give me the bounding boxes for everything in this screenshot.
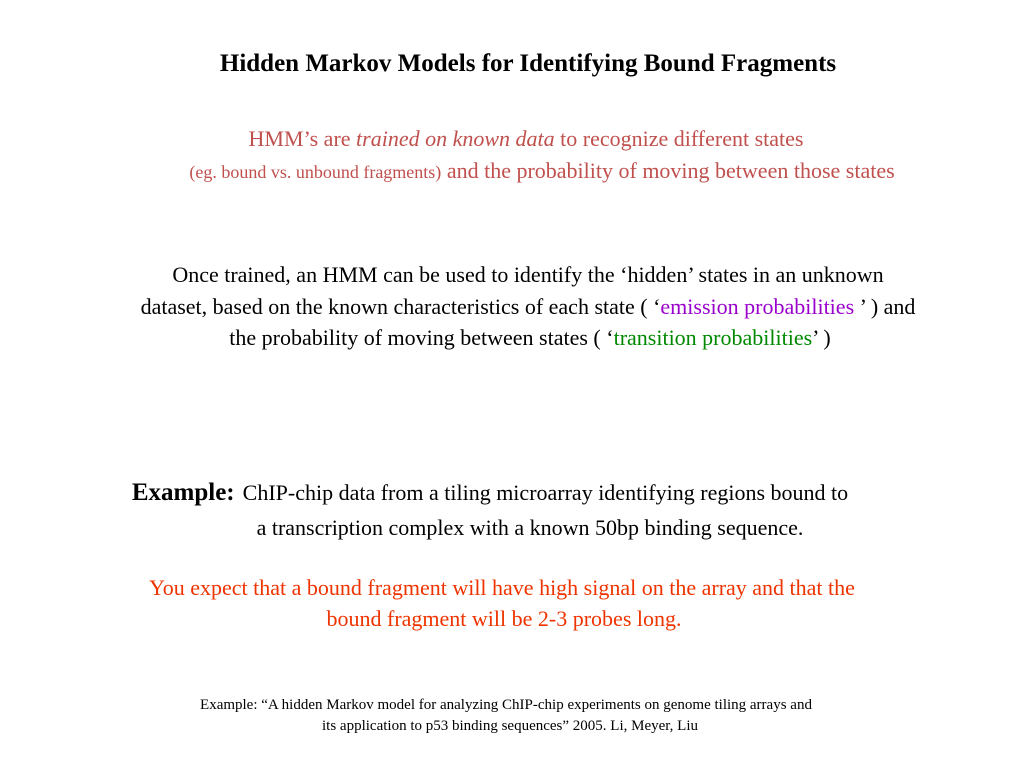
emission-probabilities-term: emission probabilities bbox=[660, 294, 855, 319]
intro-text-b: to recognize different states bbox=[554, 126, 804, 151]
example-line-2: a transcription complex with a known 50bp binding sequence. bbox=[256, 515, 804, 540]
once-trained-line-3 bbox=[18, 325, 1024, 351]
intro-text-a: HMM’s are bbox=[248, 126, 357, 151]
intro-example-note: (eg. bound vs. unbound fragments) bbox=[189, 162, 442, 182]
intro-line-2 bbox=[30, 158, 1024, 184]
once-text-c: the probability of moving between states ( ‘ bbox=[229, 325, 614, 350]
transition-probabilities-term: transition probabilities bbox=[613, 325, 813, 350]
intro-emphasis: trained on known data bbox=[356, 126, 555, 151]
example-text-1: ChIP-chip data from a tiling microarray identifying regions bound to bbox=[242, 480, 849, 505]
once-trained-line-1: Once trained, an HMM can be used to identify the ‘hidden’ states in an unknown bbox=[172, 262, 884, 287]
reference-line-2: its application to p53 binding sequences” 2005. Li, Meyer, Liu bbox=[322, 718, 698, 734]
reference-line-1: Example: “A hidden Markov model for analyzing ChIP-chip experiments on genome tiling arrays and bbox=[200, 697, 812, 713]
intro-line-1 bbox=[14, 126, 1024, 152]
once-text-b: ’ ) and bbox=[854, 294, 916, 319]
once-text-a: dataset, based on the known characteristics of each state ( ‘ bbox=[140, 294, 661, 319]
once-trained-line-2 bbox=[16, 294, 1024, 320]
slide-title: Hidden Markov Models for Identifying Bound Fragments bbox=[219, 50, 837, 77]
expectation-line-1: You expect that a bound fragment will have high signal on the array and that the bbox=[149, 575, 855, 600]
example-label: Example: bbox=[131, 479, 235, 506]
expectation-line-2: bound fragment will be 2-3 probes long. bbox=[326, 606, 682, 631]
once-text-d: ’ ) bbox=[812, 325, 831, 350]
example-line-1 bbox=[0, 479, 1002, 507]
intro-text-c: and the probability of moving between those states bbox=[441, 158, 895, 183]
